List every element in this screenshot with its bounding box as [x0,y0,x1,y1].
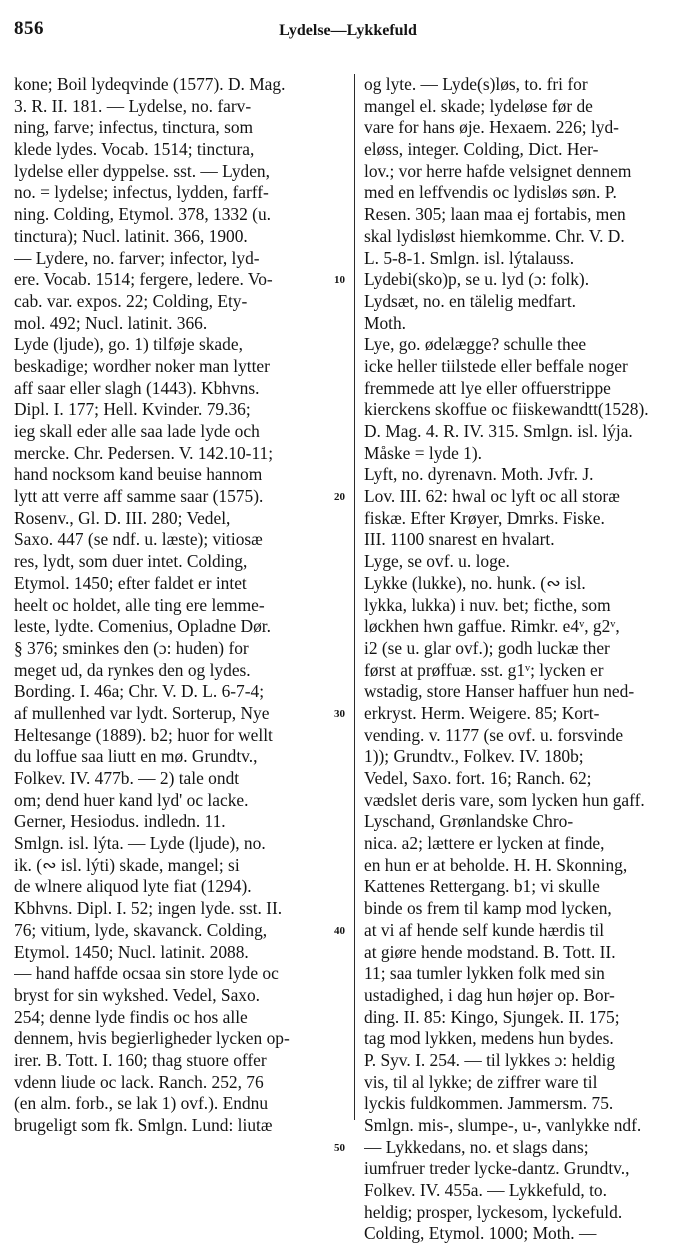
left-column-line: tinctura); Nucl. latinit. 366, 1900. [14,225,248,246]
right-column-line: wstadig, store Hanser haffuer hun ned- [364,681,635,702]
right-column-line: Lov. III. 62: hwal oc lyft oc all storæ [364,486,620,507]
right-column-line: vending. v. 1177 (se ovf. u. forsvinde [364,724,624,745]
left-column-line: Gerner, Hesiodus. indledn. 11. [14,811,226,832]
left-column-line: Lyde (ljude), go. 1) tilføje skade, [14,334,243,355]
right-column-line: Colding, Etymol. 1000; Moth. — [364,1223,597,1244]
right-column-line: skal lydisløst hiemkomme. Chr. V. D. [364,225,625,246]
left-column-line: (en alm. forb., se lak 1) ovf.). Endnu [14,1093,269,1114]
left-column-line: Bording. I. 46a; Chr. V. D. L. 6-7-4; [14,681,265,702]
left-column-line: — hand haffde ocsaa sin store lyde oc [14,963,279,984]
left-column-line: lydelse eller dyppelse. sst. — Lyden, [14,160,270,181]
left-column-line: Rosenv., Gl. D. III. 280; Vedel, [14,507,231,528]
right-column-line: Vedel, Saxo. fort. 16; Ranch. 62; [364,768,592,788]
line-number: 20 [334,491,345,504]
left-column-line: ieg skall eder alle saa lade lyde och [14,421,260,441]
right-column-line: iumfruer treder lycke-dantz. Grundtv., [364,1158,630,1179]
left-column-line: § 376; sminkes den (ɔ: huden) for [14,637,249,658]
left-column-line: Dipl. I. 177; Hell. Kvinder. 79.36; [14,399,251,420]
column-divider [354,74,355,1120]
left-column-line: meget ud, da rynkes den og lydes. [14,659,251,680]
left-column-line: dennem, hvis begierligheder lycken op- [14,1028,290,1049]
left-column-line: Etymol. 1450; Nucl. latinit. 2088. [14,941,249,962]
right-column-line: at vi af hende self kunde hærdis til [364,919,605,940]
right-column-line: vis, til al lykke; de ziffrer ware til [364,1071,598,1092]
right-column-line: vare for hans øje. Hexaem. 226; lyd- [364,117,619,138]
running-title: Lydelse—Lykkefuld [279,22,417,39]
right-column-line: først at prøffuæ. sst. g1ᵛ; lycken er [364,659,604,680]
left-column-line: vdenn liude oc lack. Ranch. 252, 76 [14,1071,264,1092]
right-column-line: nica. a2; lættere er lycken at finde, [364,833,605,854]
left-column-line: 3. R. II. 181. — Lydelse, no. farv- [14,95,252,116]
left-column-line: leste, lydte. Comenius, Opladne Dør. [14,616,271,637]
right-column-line: 11; saa tumler lykken folk med sin [364,963,605,984]
left-column-line: klede lydes. Vocab. 1514; tinctura, [14,139,255,160]
left-column-line: heelt oc holdet, alle ting ere lemme- [14,594,265,615]
left-column-line: kone; Boil lydeqvinde (1577). D. Mag. [14,74,286,94]
right-column-line: erkryst. Herm. Weigere. 85; Kort- [364,702,600,723]
right-column-line: en hun er at beholde. H. H. Skonning, [364,854,628,875]
left-column-line: ere. Vocab. 1514; fergere, ledere. Vo- [14,269,273,290]
right-column-line: løckhen hwn gaffue. Rimkr. e4ᵛ, g2ᵛ, [364,616,620,637]
right-column-line: Folkev. IV. 455a. — Lykkefuld, to. [364,1180,607,1201]
left-column-line: lytt att verre aff samme saar (1575). [14,486,264,507]
right-column-line: lykka, lukka) i nuv. bet; ficthe, som [364,594,611,615]
right-column-line: Lydebi(sko)p, se u. lyd (ɔ: folk). [364,269,590,290]
right-column-line: vædslet deris vare, som lycken hun gaff. [364,789,645,810]
right-column-line: L. 5-8-1. Smlgn. isl. lýtalauss. [364,247,575,268]
left-column-line: res, lydt, som duer intet. Colding, [14,551,248,572]
left-column-line: no. = lydelse; infectus, lydden, farff- [14,182,269,203]
right-column-line: i2 (se u. glar ovf.); godh luckæ ther [364,637,610,658]
right-column-line: Lyge, se ovf. u. loge. [364,551,510,572]
left-column-line: ning, farve; infectus, tinctura, som [14,117,254,138]
right-column-line: Lykke (lukke), no. hunk. (∾ isl. [364,572,586,593]
right-column-line: Moth. [364,312,407,333]
right-column-line: lov.; vor herre hafde velsignet dennem [364,160,632,181]
left-column-line: irer. B. Tott. I. 160; thag stuore offer [14,1049,267,1070]
right-column-line: tag mod lykken, medens hun bydes. [364,1028,614,1049]
right-column [364,74,682,1245]
line-number: 10 [334,274,345,287]
right-column-line: P. Syv. I. 254. — til lykkes ɔ: heldig [364,1049,616,1070]
left-column-line: de wlnere aliquod lyte fiat (1294). [14,876,252,897]
left-column-line: Saxo. 447 (se ndf. u. læste); vitiosæ [14,529,263,550]
left-column-line: bryst for sin wykshed. Vedel, Saxo. [14,984,261,1005]
right-column-line: kierckens skoffue oc fiiskewandtt(1528). [364,399,649,420]
right-column-line: III. 1100 snarest en hvalart. [364,529,555,550]
line-number: 40 [334,925,345,938]
right-column-line: fiskæ. Efter Krøyer, Dmrks. Fiske. [364,507,605,528]
page-number: 856 [14,18,44,39]
left-column-line: beskadige; wordher noker man lytter [14,355,270,376]
left-column-line: brugeligt som fk. Smlgn. Lund: liutæ [14,1115,273,1135]
left-column-line: Heltesange (1889). b2; huor for wellt [14,724,273,745]
line-number: 50 [334,1142,345,1155]
right-column-line: mangel el. skade; lydeløse før de [364,95,593,116]
left-column-line: 76; vitium, lyde, skavanck. Colding, [14,919,268,940]
left-column-line: mol. 492; Nucl. latinit. 366. [14,312,208,333]
left-column-line: Folkev. IV. 477b. — 2) tale ondt [14,768,240,788]
right-column-line: med en leffvendis oc lydisløs søn. P. [364,182,617,203]
right-column-line: D. Mag. 4. R. IV. 315. Smlgn. isl. lýja. [364,421,633,441]
left-column-line: du loffue saa liutt en mø. Grundtv., [14,746,258,767]
left-column [14,74,344,1137]
right-column-line: ustadighed, i dag hun højer op. Bor- [364,984,615,1005]
left-column-line: cab. var. expos. 22; Colding, Ety- [14,290,248,311]
right-column-line: Lyft, no. dyrenavn. Moth. Jvfr. J. [364,464,594,485]
right-column-line: lyckis fuldkommen. Jammersm. 75. [364,1093,614,1114]
right-column-line: icke heller tiilstede eller beffale noger [364,355,628,376]
right-column-line: — Lykkedans, no. et slags dans; [364,1136,589,1157]
left-column-line: af mullenhed var lydt. Sorterup, Nye [14,702,270,723]
right-column-line: Lyschand, Grønlandske Chro- [364,811,574,832]
right-column-line: ding. II. 85: Kingo, Sjungek. II. 175; [364,1006,620,1027]
left-column-line: 254; denne lyde findis oc hos alle [14,1006,248,1027]
right-column-line: Lydsæt, no. en tälelig medfart. [364,290,577,311]
right-column-line: at giøre hende modstand. B. Tott. II. [364,941,616,962]
right-column-line: Lye, go. ødelægge? schulle thee [364,334,587,355]
right-column-line: eløss, integer. Colding, Dict. Her- [364,139,599,160]
right-column-line: Kattenes Rettergang. b1; vi skulle [364,876,600,897]
left-column-line: mercke. Chr. Pedersen. V. 142.10-11; [14,442,274,463]
left-column-line: aff saar eller slagh (1443). Kbhvns. [14,377,260,398]
left-column-line: Smlgn. isl. lýta. — Lyde (ljude), no. [14,833,266,854]
right-column-line: Måske = lyde 1). [364,442,482,463]
line-number: 30 [334,708,345,721]
left-column-line: hand nocksom kand beuise hannom [14,464,263,485]
left-column-line: ning. Colding, Etymol. 378, 1332 (u. [14,204,271,225]
right-column-line: heldig; prosper, lyckesom, lyckefuld. [364,1201,623,1222]
left-column-line: Etymol. 1450; efter faldet er intet [14,572,247,593]
right-column-line: Resen. 305; laan maa ej fortabis, men [364,204,626,225]
left-column-line: ik. (∾ isl. lýti) skade, mangel; si [14,854,240,875]
left-column-line: om; dend huer kand lyd' oc lacke. [14,789,249,810]
left-column-line: — Lydere, no. farver; infector, lyd- [14,247,260,268]
right-column-line: fremmede att lye eller offuerstrippe [364,377,611,398]
right-column-line: binde os frem til kamp mod lycken, [364,898,612,919]
right-column-line: Smlgn. mis-, slumpe-, u-, vanlykke ndf. [364,1115,642,1135]
right-column-line: og lyte. — Lyde(s)løs, to. fri for [364,74,588,94]
left-column-line: Kbhvns. Dipl. I. 52; ingen lyde. sst. II. [14,898,283,919]
right-column-line: 1)); Grundtv., Folkev. IV. 180b; [364,746,584,767]
